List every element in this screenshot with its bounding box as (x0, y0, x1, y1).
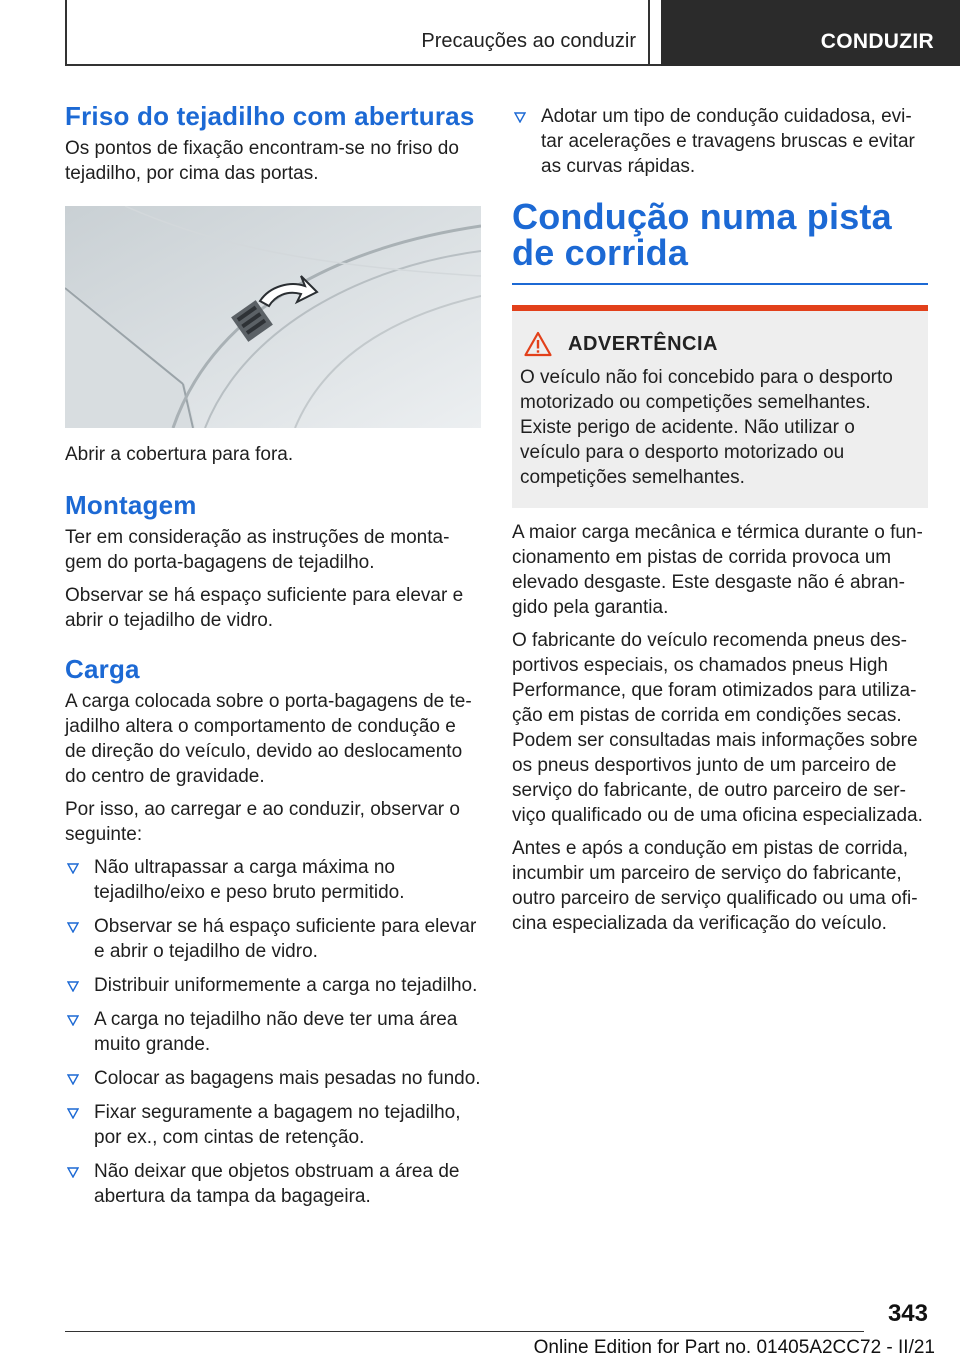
bullet-triangle-icon (67, 1074, 79, 1085)
warning-title: ADVERTÊNCIA (568, 332, 718, 355)
list-item: Adotar um tipo de condução cuidadosa, evi-tar acelerações e travagens bruscas e evitar as curvas rápidas. (512, 104, 928, 179)
warning-triangle-icon (524, 331, 552, 357)
race-text-2: O fabricante do veículo recomenda pneus des-portivos especiais, os chamados pneus High Performance, que foram otimizados para utiliza-ção em pistas de corrida em condições secas. Podem ser consultadas mais informações sobre os pneus desportivos junto de um parceiro de serviço do fabricante, de outro parceiro de ser-viço qualificado ou de uma oficina especializada. (512, 630, 923, 826)
carga-bullet-list (65, 855, 481, 1209)
list-item: Distribuir uniformemente a carga no tejadilho. (65, 973, 481, 998)
right-column (512, 100, 928, 936)
roof-strip-text: Os pontos de fixação encontram-se no friso do tejadilho, por cima das portas. (65, 138, 459, 184)
left-column (65, 100, 481, 1218)
bullet-triangle-icon (514, 112, 526, 123)
footer-edition: Online Edition for Part no. 01405A2CC72 - II/21 (533, 1337, 935, 1358)
chapter-tab[interactable]: CONDUZIR (661, 0, 960, 66)
driving-bullet-list (512, 104, 928, 179)
bullet-triangle-icon (67, 922, 79, 933)
heading-race-track: Condução numa pista de corrida (512, 196, 892, 273)
header-separator (648, 0, 650, 66)
heading-rule (512, 283, 928, 285)
list-item: A carga no tejadilho não deve ter uma área muito grande. (65, 1007, 481, 1057)
carga-text-1: A carga colocada sobre o porta-bagagens de te-jadilho altera o comportamento de condução e de direção do veículo, devido ao deslocamento do centro de gravidade. (65, 691, 472, 787)
roof-strip-photo (65, 206, 481, 428)
bullet-triangle-icon (67, 1015, 79, 1026)
list-item: Não deixar que objetos obstruam a área de abertura da tampa da bagageira. (65, 1159, 481, 1209)
heading-roof-strip: Friso do tejadilho com aberturas (65, 101, 475, 131)
heading-montagem: Montagem (65, 490, 197, 520)
header-section-title: Precauções ao conduzir (421, 30, 636, 52)
list-item: Observar se há espaço suficiente para elevar e abrir o tejadilho de vidro. (65, 914, 481, 964)
list-item: Fixar seguramente a bagagem no tejadilho, por ex., com cintas de retenção. (65, 1100, 481, 1150)
bullet-triangle-icon (67, 1108, 79, 1119)
list-item: Colocar as bagagens mais pesadas no fundo. (65, 1066, 481, 1091)
warning-box (512, 305, 928, 508)
carga-text-2: Por isso, ao carregar e ao conduzir, observar o seguinte: (65, 799, 460, 845)
header-left-line (65, 0, 67, 66)
bullet-triangle-icon (67, 981, 79, 992)
roof-photo-illustration (65, 206, 481, 428)
warning-header (520, 331, 918, 357)
page-number: 343 (887, 1300, 928, 1327)
bullet-triangle-icon (67, 1167, 79, 1178)
race-text-3: Antes e após a condução em pistas de corrida, incumbir um parceiro de serviço do fabricante, outro parceiro de serviço qualificado ou uma ofi-cina especializada da verificação do veículo. (512, 838, 918, 934)
photo-caption: Abrir a cobertura para fora. (65, 444, 294, 465)
montagem-text-1: Ter em consideração as instruções de monta-gem do porta-bagagens de tejadilho. (65, 527, 450, 573)
bullet-triangle-icon (67, 863, 79, 874)
race-text-1: A maior carga mecânica e térmica durante o fun-cionamento em pistas de corrida provoca um elevado desgaste. Este desgaste não é abran-gido pela garantia. (512, 522, 923, 618)
header-bottom-line (65, 64, 661, 66)
footer-rule (65, 1331, 864, 1332)
warning-text: O veículo não foi concebido para o desporto motorizado ou competições semelhantes. Existe perigo de acidente. Não utilizar o veículo para o desporto motorizado ou competições semelhantes. (520, 367, 893, 488)
montagem-text-2: Observar se há espaço suficiente para elevar e abrir o tejadilho de vidro. (65, 585, 464, 631)
list-item: Não ultrapassar a carga máxima no tejadilho/eixo e peso bruto permitido. (65, 855, 481, 905)
heading-carga: Carga (65, 654, 140, 684)
